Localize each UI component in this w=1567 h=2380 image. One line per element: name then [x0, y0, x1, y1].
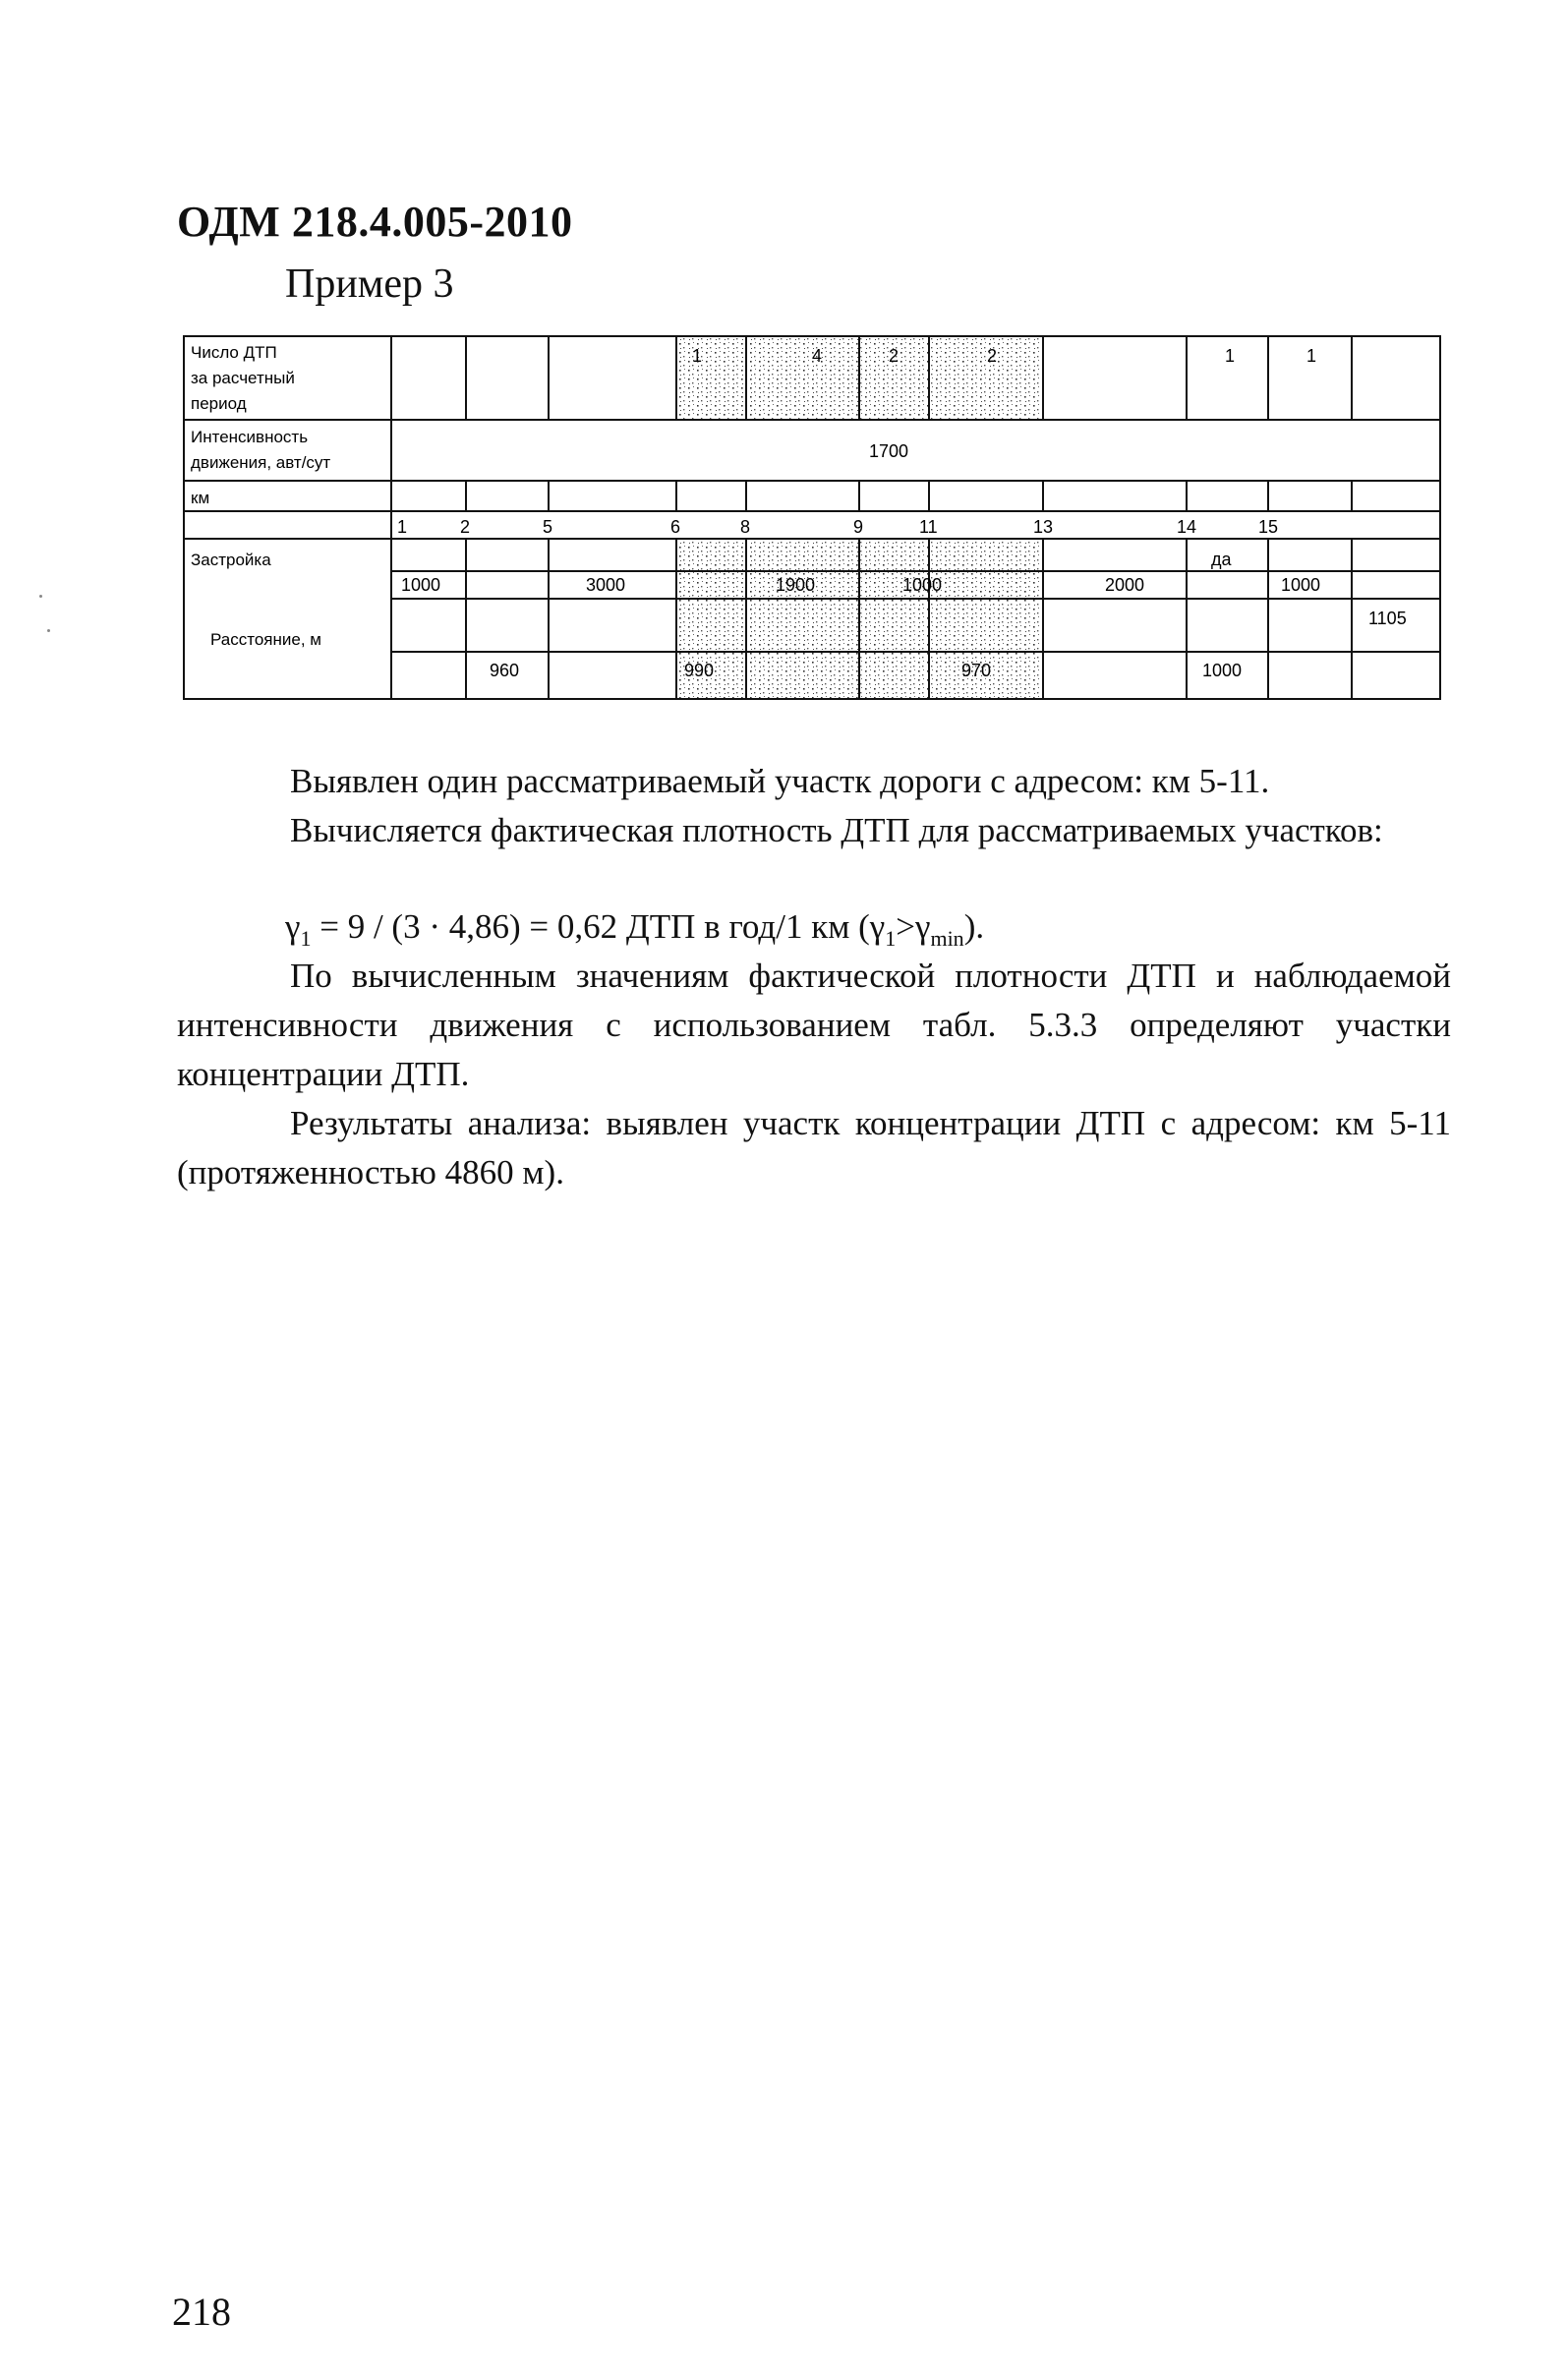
km-1: 1 — [397, 517, 408, 537]
distance-5-6: 3000 — [586, 575, 626, 595]
label-accidents-2: за расчетный — [191, 369, 295, 387]
paragraph-density-calc: Вычисляется фактическая плотность ДТП для рассматриваемых участков: — [290, 811, 1383, 849]
intensity-value: 1700 — [868, 441, 909, 461]
distance-1-2: 1000 — [401, 575, 441, 595]
formula-sub-1b: 1 — [885, 926, 897, 951]
formula-sub-1: 1 — [300, 926, 312, 951]
distance-6-8: 990 — [684, 661, 715, 680]
distance-15-end: 1105 — [1368, 609, 1407, 628]
formula-gamma: γ — [285, 907, 301, 946]
distance-9-11: 1000 — [902, 575, 943, 595]
accidents-km14: 1 — [1225, 346, 1236, 366]
label-intensity-1: Интенсивность — [191, 428, 309, 446]
accidents-km8: 4 — [812, 346, 823, 366]
accidents-km15: 1 — [1306, 346, 1317, 366]
label-accidents-3: период — [191, 394, 247, 413]
label-buildup: Застройка — [191, 551, 271, 569]
accident-table — [183, 332, 1443, 702]
km-15: 15 — [1258, 517, 1279, 537]
scan-speck — [47, 629, 50, 632]
page-number: 218 — [172, 2290, 231, 2334]
paragraph-results: Результаты анализа: выявлен участк концентрации ДТП с адресом: км 5-11 (протяженностью 4860 м). — [177, 1104, 1451, 1191]
formula-expression: = 9 / (3 · 4,86) = 0,62 ДТП в год/1 км ( — [311, 907, 870, 946]
label-accidents-1: Число ДТП — [191, 343, 277, 362]
km-9: 9 — [853, 517, 864, 537]
formula-gamma-3: γ — [914, 907, 931, 946]
km-13: 13 — [1033, 517, 1054, 537]
example-title: Пример 3 — [285, 261, 454, 307]
document-code: ОДМ 218.4.005-2010 — [177, 198, 573, 246]
km-5: 5 — [543, 517, 553, 537]
accidents-km11: 2 — [987, 346, 998, 366]
km-14: 14 — [1177, 517, 1197, 537]
formula-gamma-2: γ — [869, 907, 886, 946]
accidents-km6: 1 — [692, 346, 703, 366]
km-8: 8 — [740, 517, 751, 537]
distance-14-15: 1000 — [1281, 575, 1321, 595]
buildup-km14: да — [1211, 550, 1232, 569]
label-distance: Расстояние, м — [210, 630, 321, 649]
paragraph-identified-section: Выявлен один рассматриваемый участк дороги с адресом: км 5-11. — [290, 762, 1270, 800]
accidents-km9: 2 — [889, 346, 900, 366]
scan-speck — [39, 595, 42, 598]
distance-2-5: 960 — [490, 661, 520, 680]
km-2: 2 — [460, 517, 471, 537]
formula-gt: > — [896, 907, 915, 946]
label-intensity-2: движения, авт/сут — [191, 453, 331, 472]
distance-13-14: 1000 — [1202, 661, 1243, 680]
distance-11-9: 970 — [961, 661, 992, 680]
km-6: 6 — [670, 517, 681, 537]
label-km: км — [191, 489, 210, 507]
formula-close: ). — [963, 907, 985, 946]
paragraph-concentration-method: По вычисленным значениям фактической плотности ДТП и наблюдаемой интенсивности движения с использованием табл. 5.3.3 определяют участки концентрации ДТП. — [177, 957, 1451, 1093]
formula-sub-min: min — [930, 926, 964, 951]
distance-11-13: 2000 — [1105, 575, 1145, 595]
distance-8-9: 1900 — [776, 575, 816, 595]
km-11: 11 — [919, 517, 938, 537]
